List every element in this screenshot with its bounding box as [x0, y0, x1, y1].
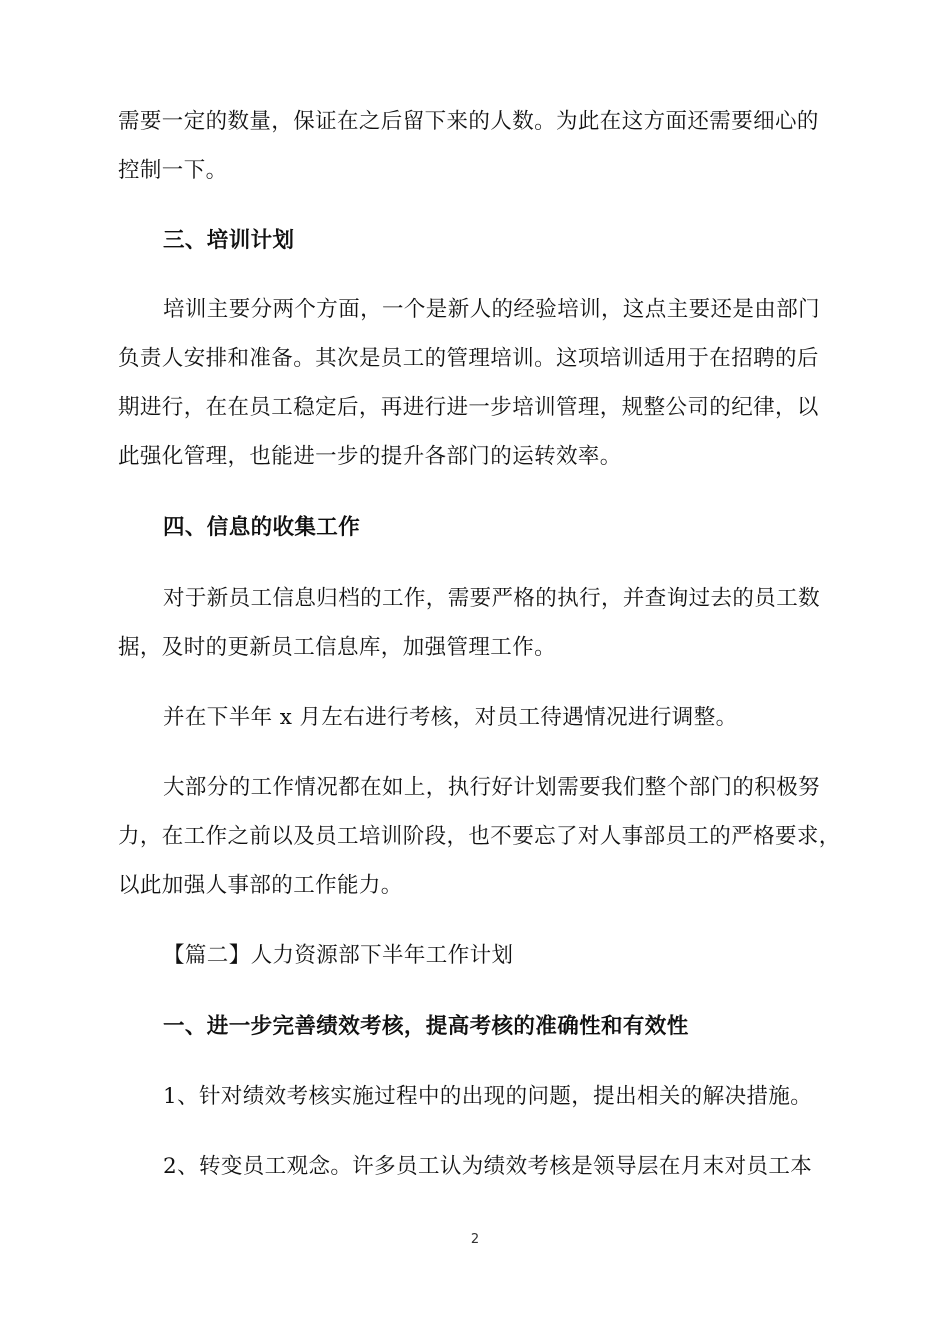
list-item: 2、转变员工观念。许多员工认为绩效考核是领导层在月末对员工本 [163, 1154, 813, 1179]
paragraph-line: 以此加强人事部的工作能力。 [118, 873, 403, 898]
article-title: 【篇二】人力资源部下半年工作计划 [163, 943, 514, 968]
paragraph-line: 期进行，在在员工稳定后，再进行进一步培训管理，规整公司的纪律，以 [118, 395, 819, 420]
paragraph-line: 对于新员工信息归档的工作，需要严格的执行，并查询过去的员工数 [163, 586, 821, 611]
section-heading-training-plan: 三、培训计划 [163, 228, 295, 253]
paragraph-line: 据，及时的更新员工信息库，加强管理工作。 [118, 635, 557, 660]
paragraph-line: 大部分的工作情况都在如上，执行好计划需要我们整个部门的积极努 [163, 775, 821, 800]
page-number: 2 [470, 1232, 480, 1247]
section-heading-information-collection: 四、信息的收集工作 [163, 515, 361, 540]
section-heading-performance-review: 一、进一步完善绩效考核，提高考核的准确性和有效性 [163, 1014, 689, 1039]
paragraph-line: 控制一下。 [118, 158, 228, 183]
paragraph-line: 需要一定的数量，保证在之后留下来的人数。为此在这方面还需要细心的 [118, 109, 819, 134]
list-item: 1、针对绩效考核实施过程中的出现的问题，提出相关的解决措施。 [163, 1084, 813, 1109]
paragraph-line: 培训主要分两个方面，一个是新人的经验培训，这点主要还是由部门 [163, 297, 821, 322]
paragraph-line: 并在下半年 x 月左右进行考核，对员工待遇情况进行调整。 [163, 705, 738, 730]
paragraph-line: 负责人安排和准备。其次是员工的管理培训。这项培训适用于在招聘的后 [118, 346, 819, 371]
paragraph-line: 此强化管理，也能进一步的提升各部门的运转效率。 [118, 444, 622, 469]
paragraph-line: 力，在工作之前以及员工培训阶段，也不要忘了对人事部员工的严格要求， [118, 824, 841, 849]
